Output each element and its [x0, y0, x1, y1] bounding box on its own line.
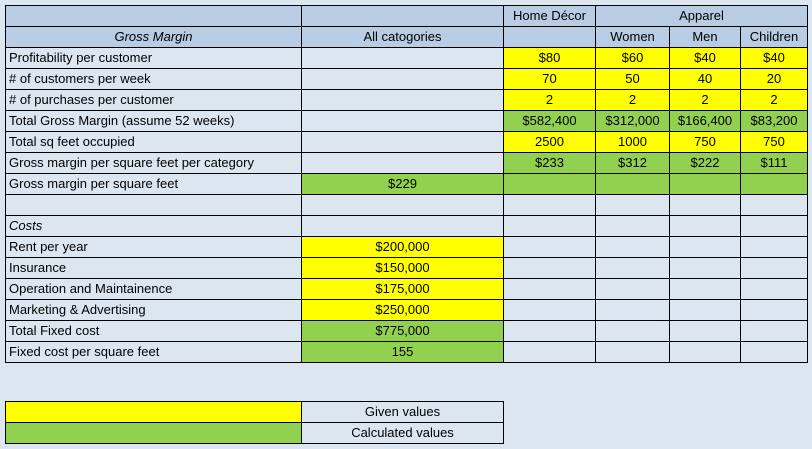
row-label[interactable]: Marketing & Advertising [6, 300, 302, 321]
cell[interactable] [741, 300, 808, 321]
all-categories-header[interactable]: All catogories [302, 27, 504, 48]
given-value-cell[interactable]: 750 [741, 132, 808, 153]
cell[interactable] [741, 195, 808, 216]
cell[interactable] [504, 216, 596, 237]
table-row [6, 132, 808, 153]
cell[interactable] [6, 195, 302, 216]
cell[interactable] [504, 195, 596, 216]
calculated-value-cell[interactable]: 155 [302, 342, 504, 363]
cell[interactable] [504, 279, 596, 300]
given-value-cell[interactable]: 50 [596, 69, 670, 90]
row-label[interactable]: Gross margin per square feet per category [6, 153, 302, 174]
given-value-cell[interactable]: $60 [596, 48, 670, 69]
legend-label-given[interactable]: Given values [302, 402, 504, 423]
table-row [6, 300, 808, 321]
calculated-value-cell[interactable]: $166,400 [670, 111, 741, 132]
given-value-cell[interactable]: 2 [596, 90, 670, 111]
cell[interactable] [302, 48, 504, 69]
gross-margin-table [5, 5, 808, 363]
cell[interactable] [6, 6, 302, 27]
cell[interactable] [302, 69, 504, 90]
calculated-value-cell[interactable]: $233 [504, 153, 596, 174]
cell[interactable] [670, 321, 741, 342]
given-value-cell[interactable]: $150,000 [302, 258, 504, 279]
row-label[interactable]: Profitability per customer [6, 48, 302, 69]
cell[interactable] [504, 174, 596, 195]
given-value-cell[interactable]: 70 [504, 69, 596, 90]
cell[interactable] [741, 216, 808, 237]
cell[interactable] [596, 195, 670, 216]
table-row [6, 48, 808, 69]
cell[interactable] [596, 237, 670, 258]
cell[interactable] [670, 216, 741, 237]
row-label[interactable]: Gross margin per square feet [6, 174, 302, 195]
cell[interactable] [596, 216, 670, 237]
given-value-cell[interactable]: 2 [670, 90, 741, 111]
calculated-value-cell[interactable]: $222 [670, 153, 741, 174]
given-value-cell[interactable]: $40 [741, 48, 808, 69]
cell[interactable] [504, 342, 596, 363]
calculated-value-cell[interactable]: $229 [302, 174, 504, 195]
row-label[interactable]: Total Fixed cost [6, 321, 302, 342]
table-row [6, 237, 808, 258]
row-label[interactable]: # of purchases per customer [6, 90, 302, 111]
calculated-value-cell[interactable]: $111 [741, 153, 808, 174]
table-row [6, 321, 808, 342]
men-header[interactable]: Men [670, 27, 741, 48]
table-row [6, 90, 808, 111]
cell[interactable] [504, 258, 596, 279]
calculated-value-cell[interactable]: $83,200 [741, 111, 808, 132]
table-row [6, 342, 808, 363]
given-value-cell[interactable]: 40 [670, 69, 741, 90]
cell[interactable] [670, 195, 741, 216]
row-label[interactable]: Insurance [6, 258, 302, 279]
given-value-cell[interactable]: $200,000 [302, 237, 504, 258]
cell[interactable] [504, 321, 596, 342]
row-label[interactable]: Operation and Maintainence [6, 279, 302, 300]
cell[interactable] [302, 111, 504, 132]
cell[interactable] [596, 279, 670, 300]
legend-table [5, 401, 504, 444]
table-row [6, 195, 808, 216]
children-header[interactable]: Children [741, 27, 808, 48]
given-value-cell[interactable]: 2 [504, 90, 596, 111]
calculated-value-cell[interactable]: $312 [596, 153, 670, 174]
cell[interactable] [302, 132, 504, 153]
women-header[interactable]: Women [596, 27, 670, 48]
cell[interactable] [302, 90, 504, 111]
table-row [6, 279, 808, 300]
table-row [6, 174, 808, 195]
cell[interactable] [741, 279, 808, 300]
table-row [6, 111, 808, 132]
given-value-cell[interactable]: 2500 [504, 132, 596, 153]
cell[interactable] [741, 258, 808, 279]
cell[interactable] [302, 216, 504, 237]
row-label[interactable]: # of customers per week [6, 69, 302, 90]
gross-margin-title[interactable]: Gross Margin [6, 27, 302, 48]
cell[interactable] [302, 6, 504, 27]
calculated-value-cell[interactable]: $312,000 [596, 111, 670, 132]
cell[interactable] [596, 300, 670, 321]
given-value-cell[interactable]: 20 [741, 69, 808, 90]
legend-swatch-calculated[interactable] [6, 423, 302, 444]
given-value-cell[interactable]: 2 [741, 90, 808, 111]
table-row [6, 216, 808, 237]
table-row [6, 153, 808, 174]
cell[interactable] [670, 300, 741, 321]
cell[interactable] [596, 258, 670, 279]
row-label[interactable]: Rent per year [6, 237, 302, 258]
cell[interactable] [670, 258, 741, 279]
cell[interactable] [670, 342, 741, 363]
cell[interactable] [741, 321, 808, 342]
cell[interactable] [670, 237, 741, 258]
cell[interactable] [504, 300, 596, 321]
cell[interactable] [741, 237, 808, 258]
given-value-cell[interactable]: 750 [670, 132, 741, 153]
home-decor-header[interactable]: Home Décor [504, 6, 596, 27]
given-value-cell[interactable]: $40 [670, 48, 741, 69]
given-value-cell[interactable]: $175,000 [302, 279, 504, 300]
given-value-cell[interactable]: $250,000 [302, 300, 504, 321]
cell[interactable] [670, 279, 741, 300]
table-row [6, 258, 808, 279]
cell[interactable] [504, 27, 596, 48]
cell[interactable] [302, 195, 504, 216]
cell[interactable] [302, 153, 504, 174]
cell[interactable] [504, 237, 596, 258]
cell[interactable] [741, 342, 808, 363]
given-value-cell[interactable]: $80 [504, 48, 596, 69]
legend-row-given [6, 402, 504, 423]
cell[interactable] [596, 174, 670, 195]
header-row-2 [6, 27, 808, 48]
row-label[interactable]: Fixed cost per square feet [6, 342, 302, 363]
apparel-header[interactable]: Apparel [596, 6, 808, 27]
cell[interactable] [741, 174, 808, 195]
cell[interactable] [596, 321, 670, 342]
header-row-1 [6, 6, 808, 27]
row-label[interactable]: Total sq feet occupied [6, 132, 302, 153]
table-row [6, 69, 808, 90]
legend-swatch-given[interactable] [6, 402, 302, 423]
calculated-value-cell[interactable]: $582,400 [504, 111, 596, 132]
cell[interactable] [596, 342, 670, 363]
calculated-value-cell[interactable]: $775,000 [302, 321, 504, 342]
legend-label-calculated[interactable]: Calculated values [302, 423, 504, 444]
row-label[interactable]: Total Gross Margin (assume 52 weeks) [6, 111, 302, 132]
costs-section-label[interactable]: Costs [6, 216, 302, 237]
legend-row-calculated [6, 423, 504, 444]
given-value-cell[interactable]: 1000 [596, 132, 670, 153]
cell[interactable] [670, 174, 741, 195]
